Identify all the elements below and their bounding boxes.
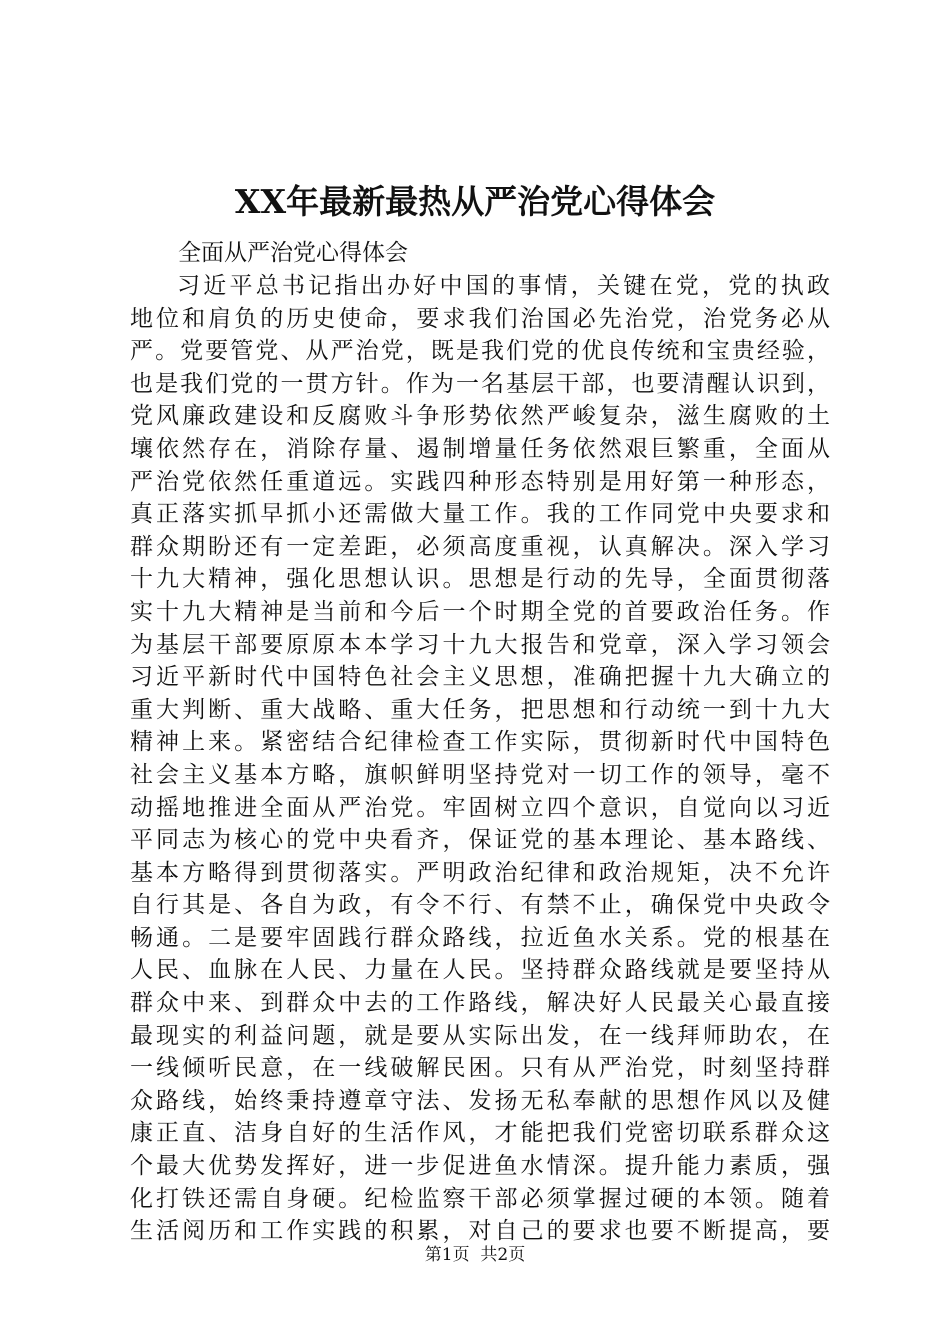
body-line: 壤依然存在，消除存量、遏制增量任务依然艰巨繁重，全面从 — [130, 435, 830, 462]
body-line: 精神上来。紧密结合纪律检查工作实际，贯彻新时代中国特色 — [130, 729, 830, 756]
body-line: 基本方略得到贯彻落实。严明政治纪律和政治规矩，决不允许 — [130, 859, 830, 886]
body-line: 生活阅历和工作实践的积累，对自己的要求也要不断提高，要 — [130, 1218, 830, 1245]
body-line: 人民、血脉在人民、力量在人民。坚持群众路线就是要坚持从 — [130, 957, 830, 984]
body-line: 最现实的利益问题，就是要从实际出发，在一线拜师助农，在 — [130, 1022, 830, 1049]
body-line: 党风廉政建设和反腐败斗争形势依然严峻复杂，滋生腐败的土 — [130, 403, 830, 430]
document-body — [130, 270, 830, 1248]
body-line: 真正落实抓早抓小还需做大量工作。我的工作同党中央要求和 — [130, 501, 830, 528]
body-line: 平同志为核心的党中央看齐，保证党的基本理论、基本路线、 — [130, 827, 830, 854]
body-line: 群众中来、到群众中去的工作路线，解决好人民最关心最直接 — [130, 990, 830, 1017]
body-line: 严治党依然任重道远。实践四种形态特别是用好第一种形态， — [130, 468, 830, 495]
body-line: 社会主义基本方略，旗帜鲜明坚持党对一切工作的领导，毫不 — [130, 761, 830, 788]
document-title: XX年最新最热从严治党心得体会 — [234, 182, 716, 221]
body-line: 畅通。二是要牢固践行群众路线，拉近鱼水关系。党的根基在 — [130, 924, 830, 951]
body-line: 为基层干部要原原本本学习十九大报告和党章，深入学习领会 — [130, 631, 830, 658]
body-line: 康正直、洁身自好的生活作风，才能把我们党密切联系群众这 — [130, 1120, 830, 1147]
body-line: 严。党要管党、从严治党，既是我们党的优良传统和宝贵经验， — [130, 338, 830, 365]
document-subtitle: 全面从严治党心得体会 — [178, 240, 408, 266]
page-number-footer: 第1页 共2页 — [424, 1245, 526, 1265]
body-line: 化打铁还需自身硬。纪检监察干部必须掌握过硬的本领。随着 — [130, 1185, 830, 1212]
body-line: 地位和肩负的历史使命，要求我们治国必先治党，治党务必从 — [130, 305, 830, 332]
body-line: 自行其是、各自为政，有令不行、有禁不止，确保党中央政令 — [130, 892, 830, 919]
body-line: 动摇地推进全面从严治党。牢固树立四个意识，自觉向以习近 — [130, 794, 830, 821]
body-line: 一线倾听民意，在一线破解民困。只有从严治党，时刻坚持群 — [130, 1055, 830, 1082]
body-line: 实十九大精神是当前和今后一个时期全党的首要政治任务。作 — [130, 598, 830, 625]
body-line: 群众期盼还有一定差距，必须高度重视，认真解决。深入学习 — [130, 533, 830, 560]
body-line: 十九大精神，强化思想认识。思想是行动的先导，全面贯彻落 — [130, 566, 830, 593]
body-line: 也是我们党的一贯方针。作为一名基层干部，也要清醒认识到， — [130, 370, 830, 397]
body-line: 习近平总书记指出办好中国的事情，关键在党，党的执政 — [177, 273, 830, 299]
body-line: 众路线，始终秉持遵章守法、发扬无私奉献的思想作风以及健 — [130, 1087, 830, 1114]
body-line: 习近平新时代中国特色社会主义思想，准确把握十九大确立的 — [130, 664, 830, 691]
body-line: 重大判断、重大战略、重大任务，把思想和行动统一到十九大 — [130, 696, 830, 723]
body-line: 个最大优势发挥好，进一步促进鱼水情深。提升能力素质，强 — [130, 1153, 830, 1180]
